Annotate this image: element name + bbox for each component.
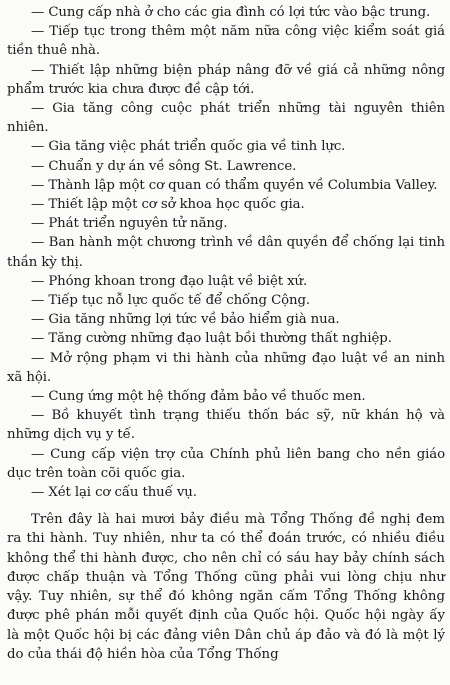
list-item-rent-control: — Tiếp tục trong thêm một năm nữa công việc kiểm soát giá tiền thuê nhà. [7,24,445,59]
list-item-natural-resources: — Gia tăng công cuộc phát triển những tài nguyên thiên nhiên. [7,101,445,136]
list-item-anti-communism: — Tiếp tục nỗ lực quốc tế để chống Cộng. [31,293,311,309]
list-item-civil-rights: — Ban hành một chương trình về dân quyền để chống lại tinh thần kỳ thị. [7,235,445,270]
list-item-science-foundation: — Thiết lập một cơ sở khoa học quốc gia. [31,197,305,213]
document-text [7,3,445,664]
list-item-housing: — Cung cấp nhà ở cho các gia đình có lợi tức vào bậc trung. [31,5,431,20]
list-item-atomic-energy: — Phát triển nguyên tử năng. [31,216,228,232]
list-item-exile-law: — Phóng khoan trong đạo luật về biệt xứ. [31,273,308,289]
list-item-national-energy: — Gia tăng việc phát triển quốc gia về tinh lực. [31,139,346,155]
list-item-tax-review: — Xét lại cơ cấu thuế vụ. [31,485,197,501]
list-item-social-security: — Mở rộng phạm vi thi hành của những đạo luật về an ninh xã hội. [7,350,445,385]
list-item-doctors-nurses: — Bồ khuyết tình trạng thiếu thốn bác sỹ, nữ khán hộ và những dịch vụ y tế. [7,408,445,443]
list-item-st-lawrence: — Chuẩn y dự án về sông St. Lawrence. [31,158,297,174]
list-item-unemployment: — Tăng cường những đạo luật bồi thường thất nghiệp. [31,331,392,347]
body-paragraph: Trên đây là hai mươi bảy điều mà Tổng Thống đề nghị đem ra thi hành. Tuy nhiên, như ta có thể đoán trước, có nhiều điều không thể thi hành được, cho nên chỉ có sáu hay bảy chính sách được chấp thuận và Tổng Thống cũng phải vui lòng chịu như vậy. Tuy nhiên, sự thể đó không ngăn cấm Tổng Thống không được phê phán mỗi quyết định của Quốc hội. Quốc hội ngày ấy là một Quốc hội bị các đảng viên Dân chủ áp đảo và đó là một lý do của thái độ hiền hòa của Tổng Thống [7,512,445,662]
list-item-medicine: — Cung ứng một hệ thống đảm bảo về thuốc men. [31,389,366,405]
list-item-columbia-valley: — Thành lập một cơ quan có thẩm quyền về Columbia Valley. [31,177,438,193]
list-item-farm-price-support: — Thiết lập những biện pháp nâng đỡ về giá cả những nông phẩm trước kia chưa được đề cập tới. [7,62,445,97]
list-item-education-aid: — Cung cấp viện trợ của Chính phủ liên bang cho nền giáo dục trên toàn cõi quốc gia. [7,446,445,481]
list-item-old-age-insurance: — Gia tăng những lợi tức về bảo hiểm già nua. [31,312,340,328]
